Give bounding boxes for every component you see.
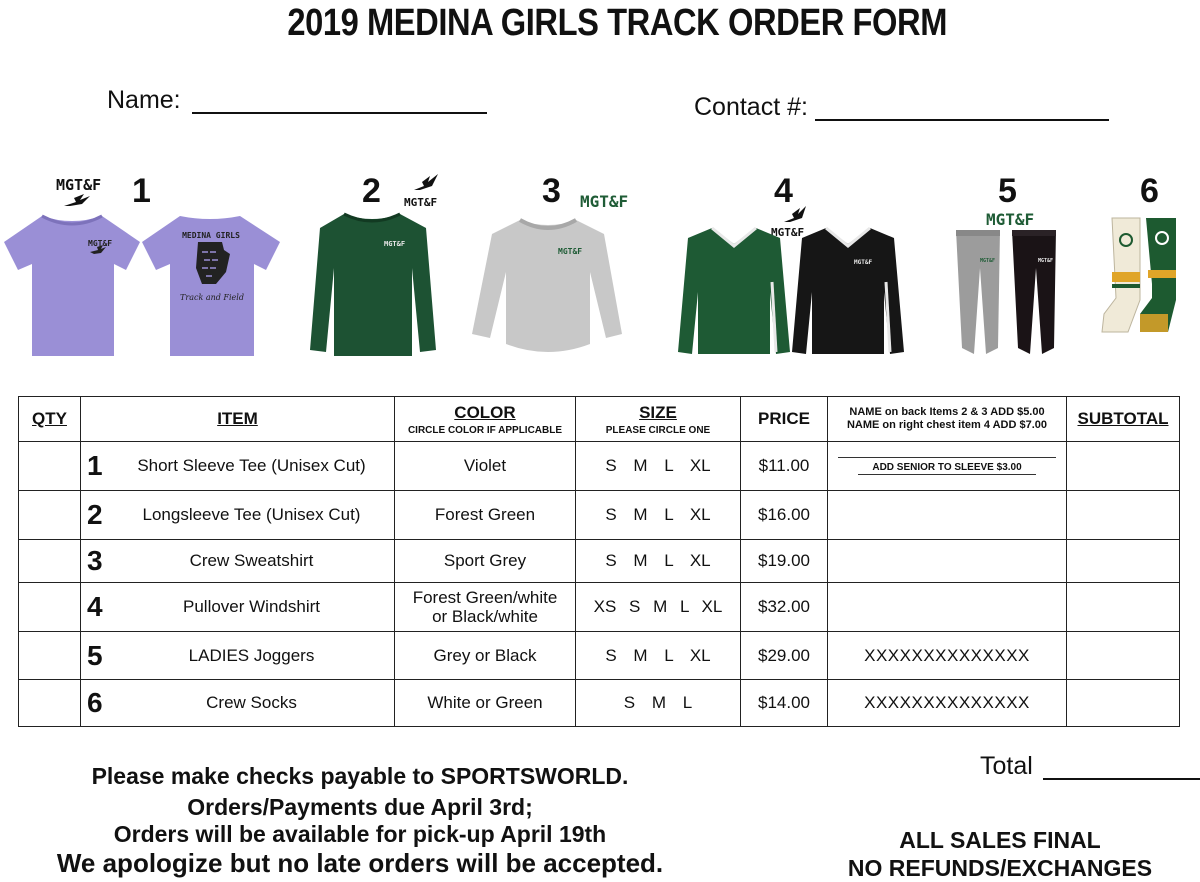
row-number: 6 <box>87 687 103 718</box>
qty-cell[interactable] <box>19 442 81 491</box>
extra-cell: XXXXXXXXXXXXXX <box>828 680 1067 727</box>
name-field[interactable] <box>192 112 487 114</box>
size-cell[interactable]: S M L XL <box>576 540 741 583</box>
row-number: 5 <box>87 639 103 671</box>
table-row <box>19 540 1180 583</box>
price-cell: $14.00 <box>741 680 828 727</box>
header-size: SIZE PLEASE CIRCLE ONE <box>576 397 741 442</box>
winged-foot-icon <box>62 192 92 208</box>
row-number: 1 <box>87 450 103 481</box>
table-row <box>19 442 1180 491</box>
grey-joggers <box>952 228 1004 360</box>
qty-cell[interactable] <box>19 632 81 680</box>
header-subtotal: SUBTOTAL <box>1067 397 1180 442</box>
qty-cell[interactable] <box>19 680 81 727</box>
svg-text:MGT&F: MGT&F <box>980 258 996 264</box>
table-row <box>19 491 1180 540</box>
item-cell <box>81 632 395 680</box>
price-cell: $32.00 <box>741 583 828 632</box>
svg-text:MGT&F: MGT&F <box>384 240 406 248</box>
product-1-number: 1 <box>132 172 151 210</box>
senior-sleeve-text: ADD SENIOR TO SLEEVE $3.00 <box>872 462 1022 473</box>
subtotal-cell[interactable] <box>1067 442 1180 491</box>
pickup-text: Orders will be available for pick-up April 19th <box>113 821 607 847</box>
winged-foot-icon <box>412 172 440 194</box>
violet-tee-back <box>140 212 282 360</box>
late-orders-text: We apologize but no late orders will be accepted. <box>56 848 664 878</box>
item-name: Crew Socks <box>206 693 297 712</box>
green-crew-sock <box>1136 214 1196 340</box>
black-joggers <box>1008 228 1060 360</box>
item-name: Pullover Windshirt <box>183 597 320 616</box>
price-cell: $11.00 <box>741 442 828 491</box>
row-number: 3 <box>87 545 103 576</box>
extra-cell[interactable] <box>828 491 1067 540</box>
product-6-number: 6 <box>1140 172 1159 210</box>
svg-text:MGT&F: MGT&F <box>1038 258 1054 264</box>
total-field[interactable] <box>1043 778 1200 780</box>
header-item: ITEM <box>81 397 395 442</box>
item-cell <box>81 680 395 727</box>
row-number: 4 <box>87 591 103 622</box>
row-number: 2 <box>87 499 103 530</box>
header-price: PRICE <box>741 397 828 442</box>
payment-instructions <box>40 763 680 879</box>
sales-final-line1: ALL SALES FINAL <box>899 827 1101 853</box>
table-header-row <box>19 397 1180 442</box>
green-longsleeve-tee <box>308 212 438 360</box>
item-name: Crew Sweatshirt <box>189 551 314 570</box>
contact-label: Contact #: <box>694 93 808 121</box>
extra-cell: XXXXXXXXXXXXXX <box>828 632 1067 680</box>
product-3-number: 3 <box>542 172 561 210</box>
color-cell[interactable]: Grey or Black <box>395 632 576 680</box>
subtotal-cell[interactable] <box>1067 680 1180 727</box>
table-row <box>19 680 1180 727</box>
item-cell <box>81 540 395 583</box>
extra-cell[interactable] <box>828 540 1067 583</box>
product-4-number: 4 <box>774 172 793 210</box>
senior-sleeve-option[interactable] <box>828 457 1066 475</box>
header-color: COLOR CIRCLE COLOR IF APPLICABLE <box>395 397 576 442</box>
price-cell: $29.00 <box>741 632 828 680</box>
subtotal-cell[interactable] <box>1067 491 1180 540</box>
subtotal-cell[interactable] <box>1067 632 1180 680</box>
form-title: 2019 MEDINA GIRLS TRACK ORDER FORM <box>287 2 948 44</box>
qty-cell[interactable] <box>19 540 81 583</box>
size-cell[interactable]: S M L XL <box>576 491 741 540</box>
table-row <box>19 632 1180 680</box>
checks-payable-text: Please make checks payable to SPORTSWORLD. <box>91 763 629 789</box>
subtotal-cell[interactable] <box>1067 583 1180 632</box>
item-cell <box>81 583 395 632</box>
item-name: LADIES Joggers <box>188 645 315 665</box>
header-name-note: NAME on back Items 2 & 3 ADD $5.00 NAME on right chest item 4 ADD $7.00 <box>828 397 1067 442</box>
size-cell[interactable]: S M L XL <box>576 442 741 491</box>
back-print-line2: Track and Field <box>180 293 244 302</box>
product-2-logo: MGT&F <box>404 196 438 209</box>
color-cell[interactable]: Forest Green <box>395 491 576 540</box>
price-cell: $19.00 <box>741 540 828 583</box>
violet-tee-front <box>2 212 142 360</box>
back-print-line1: MEDINA GIRLS <box>182 231 240 240</box>
item-name: Longsleeve Tee (Unisex Cut) <box>142 505 361 524</box>
product-1-logo: MGT&F <box>56 176 102 194</box>
item-cell <box>81 442 395 491</box>
product-5-number: 5 <box>998 172 1017 210</box>
size-cell[interactable]: XS S M L XL <box>576 583 741 632</box>
black-windshirt <box>790 222 906 362</box>
order-table <box>18 396 1180 727</box>
color-cell[interactable]: Forest Green/white or Black/white <box>395 583 576 632</box>
item-name: Short Sleeve Tee (Unisex Cut) <box>137 456 366 475</box>
product-2-number: 2 <box>362 172 381 210</box>
sales-final-line2: NO REFUNDS/EXCHANGES <box>847 855 1153 881</box>
svg-text:MGT&F: MGT&F <box>558 247 583 256</box>
item-cell <box>81 491 395 540</box>
product-4-logo: MGT&F <box>771 226 805 239</box>
product-3-logo: MGT&F <box>580 192 629 211</box>
extra-cell[interactable] <box>828 583 1067 632</box>
size-cell[interactable]: S M L XL <box>576 632 741 680</box>
color-cell[interactable]: Violet <box>395 442 576 491</box>
svg-text:MGT&F: MGT&F <box>854 259 873 266</box>
color-cell[interactable]: Sport Grey <box>395 540 576 583</box>
qty-cell[interactable] <box>19 583 81 632</box>
green-windshirt <box>676 222 792 362</box>
due-date-text: Orders/Payments due April 3rd; <box>187 794 533 820</box>
subtotal-cell[interactable] <box>1067 540 1180 583</box>
product-5-logo: MGT&F <box>986 210 1035 229</box>
svg-text:MGT&F: MGT&F <box>88 239 113 248</box>
qty-cell[interactable] <box>19 491 81 540</box>
sales-final-notice <box>820 826 1180 882</box>
total-label: Total <box>980 752 1033 780</box>
table-row <box>19 583 1180 632</box>
color-cell[interactable]: White or Green <box>395 680 576 727</box>
extra-cell[interactable] <box>828 442 1067 491</box>
size-cell[interactable]: S M L <box>576 680 741 727</box>
price-cell: $16.00 <box>741 491 828 540</box>
header-qty: QTY <box>19 397 81 442</box>
contact-field[interactable] <box>815 119 1109 121</box>
name-label: Name: <box>107 86 181 114</box>
grey-crew-sweatshirt <box>470 212 624 358</box>
